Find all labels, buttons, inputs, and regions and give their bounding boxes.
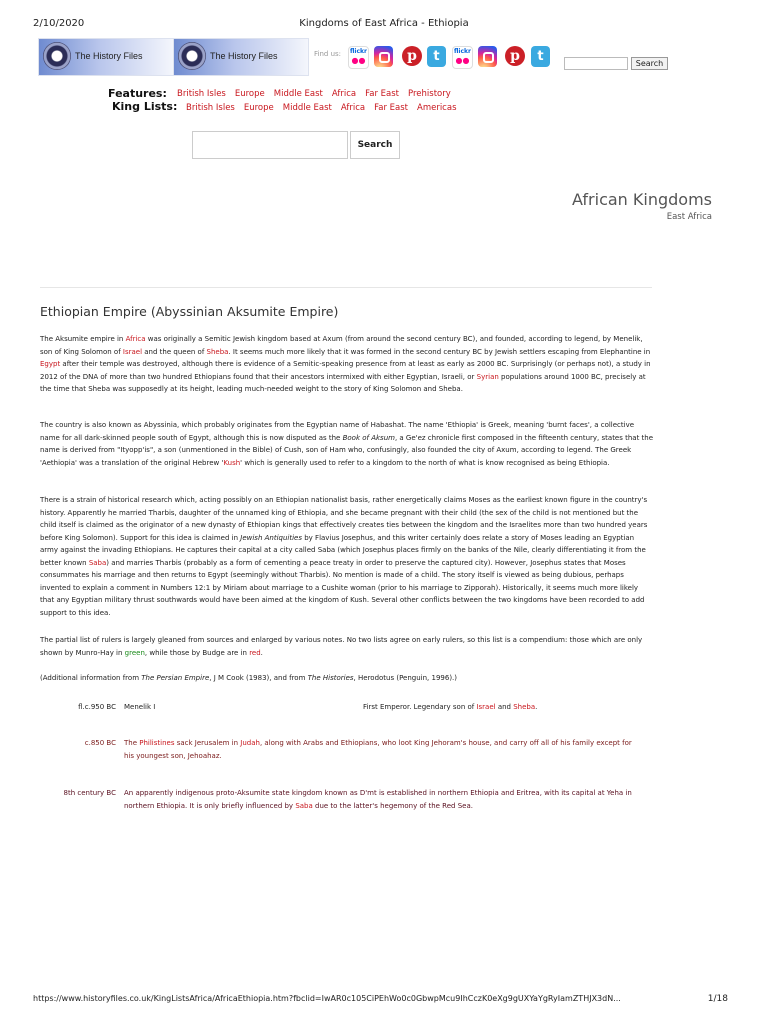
book-title: The Histories — [307, 674, 354, 682]
features-link-prehistory[interactable]: Prehistory — [408, 89, 451, 99]
find-us-label: Find us: — [314, 50, 342, 58]
features-link-middle-east[interactable]: Middle East — [273, 89, 323, 99]
features-link-far-east[interactable]: Far East — [365, 89, 399, 99]
features-link-europe[interactable]: Europe — [234, 89, 265, 99]
link-philistines[interactable]: Philistines — [139, 739, 175, 747]
site-search-button[interactable]: Search — [350, 131, 400, 159]
king-lists-nav — [186, 103, 466, 113]
book-title: The Persian Empire — [141, 674, 210, 682]
paragraph-intro — [40, 333, 654, 396]
ruler-note — [363, 701, 643, 714]
text: , along with Arabs and Ethiopians, who loot King Jehoram's house, and carry off all of his family except for his youngest son, Jehoahaz. — [124, 739, 632, 760]
twitter-icon[interactable]: t — [427, 46, 446, 67]
text: , while those by Budge are in — [144, 648, 250, 657]
link-kush[interactable]: Kush — [223, 458, 241, 467]
text: populations around 1000 BC, precisely at the time that Sheba was supposedly at its height, leading much-needed weight to the story of King Solomon and Sheba. — [40, 372, 646, 393]
pinterest-icon[interactable]: p — [402, 46, 422, 66]
article-title: Ethiopian Empire (Abyssinian Aksumite Empire) — [40, 304, 339, 319]
text: First Emperor. Legendary son of — [363, 703, 477, 711]
divider — [40, 287, 652, 288]
twitter-icon[interactable]: t — [531, 46, 550, 67]
paragraph-additional-info — [40, 672, 654, 685]
logo-text: The History Files — [210, 51, 278, 61]
region-subtitle[interactable]: East Africa — [666, 212, 712, 222]
site-search-input[interactable] — [192, 131, 348, 159]
kings-link-americas[interactable]: Americas — [417, 103, 457, 113]
paragraph-moses — [40, 494, 654, 619]
print-page-number: 1/18 — [707, 994, 728, 1004]
text: was originally a Semitic Jewish kingdom based at Axum (from around the second century BC), and founded, according to legend, by Menelik, son of King Solomon of — [40, 335, 643, 356]
text: . It seems much more likely that it was formed in the second century BC by Jewish settlers escaping from Elephantine in — [228, 347, 651, 356]
entry-date: 8th century BC — [63, 789, 116, 797]
eye-logo-icon — [178, 42, 206, 70]
event-text — [124, 787, 644, 812]
text: The — [124, 739, 140, 747]
text: An apparently indigenous proto-Aksumite state kingdom known as D'mt is established in northern Ethiopia and Eritrea, with its capital at Yeha in northern Ethiopia. It is only briefly influenced by — [124, 789, 632, 810]
text: due to the latter's hegemony of the Red Sea. — [312, 801, 473, 810]
text: ) and marries Tharbis (probably as a form of cementing a peace treaty in order to preserve the captured city). However, Josephus states that Moses consummates his marriage and then returns to Egypt (seemingly without Tharbis). No mention is made of a child. The story itself is viewed as being dubious, perhaps invented to explain a comment in Numbers 12:1 by Miriam about marriage to a Cushite woman (prior to his marriage to Zipporah). Historically, it seems much more likely that any Egyptian military thrust southwards would have been aimed at the kingdom of Kush. Several other conflicts between the two kingdoms have been recorded to add support to this idea. — [40, 558, 645, 617]
text: by Flavius Josephus, and this writer certainly does relate a story of Moses leading an Egyptian army against the invading Ethiopians. He captures their capital at a city called Saba (which Josephus places firmly on the banks of the Nile, clearly differentiating it from the better known — [40, 533, 646, 567]
text: The country is also known as Abyssinia, which probably originates from the Egyptian name of Habashat. The name 'Ethiopia' is Greek, meaning 'burnt faces', a collective name for all dark-skinned people south of Egypt, although this is now disputed as the — [40, 421, 635, 442]
flickr-icon[interactable]: flickr ●● — [348, 46, 369, 69]
flickr-label: flickr — [349, 48, 367, 55]
link-israel[interactable]: Israel — [476, 703, 496, 711]
flickr-icon[interactable]: flickr ●● — [452, 46, 473, 69]
header-search-button[interactable]: Search — [631, 57, 668, 70]
kings-link-europe[interactable]: Europe — [243, 103, 274, 113]
red-key: red — [249, 648, 261, 657]
link-syrian[interactable]: Syrian — [476, 372, 499, 381]
instagram-icon[interactable] — [374, 46, 393, 67]
features-nav — [177, 89, 460, 99]
link-sheba[interactable]: Sheba — [206, 347, 229, 356]
features-label: Features: — [108, 87, 167, 100]
book-title: Jewish Antiquities — [240, 533, 302, 542]
features-link-british-isles[interactable]: British Isles — [177, 89, 226, 99]
header-search-input[interactable] — [564, 57, 628, 70]
book-title: Book of Aksum — [342, 433, 395, 442]
site-logo-secondary[interactable] — [173, 38, 309, 76]
green-key: green — [124, 648, 145, 657]
event-text — [124, 737, 644, 762]
link-africa[interactable]: Africa — [125, 335, 146, 343]
site-logo[interactable] — [38, 38, 174, 76]
link-egypt[interactable]: Egypt — [40, 360, 61, 368]
kings-link-africa[interactable]: Africa — [340, 103, 366, 113]
link-judah[interactable]: Judah — [240, 739, 260, 747]
kings-link-far-east[interactable]: Far East — [374, 103, 408, 113]
paragraph-name-origin — [40, 419, 654, 469]
entry-date: fl.c.950 BC — [78, 703, 116, 711]
pinterest-icon[interactable]: p — [505, 46, 525, 66]
features-link-africa[interactable]: Africa — [331, 89, 357, 99]
flickr-label: flickr — [453, 48, 471, 55]
text: The Aksumite empire in — [40, 335, 126, 343]
text: and — [495, 703, 514, 711]
king-lists-label: King Lists: — [112, 100, 178, 113]
logo-text: The History Files — [75, 51, 143, 61]
text: and the queen of — [142, 347, 207, 356]
text: ' which is generally used to refer to a kingdom to the north of what is know recognised as being Ethiopia. — [240, 458, 610, 467]
eye-logo-icon — [43, 42, 71, 70]
text: . — [535, 703, 538, 711]
entry-date: c.850 BC — [84, 739, 116, 747]
region-title: African Kingdoms — [572, 190, 712, 209]
print-url: https://www.historyfiles.co.uk/KingListsAfrica/AfricaEthiopia.htm?fbclid=IwAR0c105CiPEhWo0c0GbwpMcu9IhCczK0eXg9gUXYaYgRyIamZTHJX3dN... — [33, 994, 621, 1003]
text: (Additional information from — [40, 674, 142, 682]
kings-link-middle-east[interactable]: Middle East — [282, 103, 332, 113]
print-date: 2/10/2020 — [33, 18, 85, 29]
kings-link-british-isles[interactable]: British Isles — [186, 103, 235, 113]
text: There is a strain of historical research which, acting possibly on an Ethiopian nationalist basis, rather energetically claims Moses as the earliest known figure in the country's history. Apparently he married Tharbis, daughter of the unnamed king of Ethiopia, and she became pregnant with their child (the sex of the child is not mentioned but the child itself is claimed as the originator of a new dynasty of Ethiopian kings that effectively creates ties between the kingdom and the Israelites more than two hundred years before King Solomon). Support for this idea is claimed in — [40, 496, 648, 542]
print-page-title: Kingdoms of East Africa - Ethiopia — [299, 18, 469, 29]
link-sheba[interactable]: Sheba — [513, 703, 536, 711]
text: sack Jerusalem in — [174, 739, 241, 747]
link-israel[interactable]: Israel — [122, 347, 143, 356]
link-saba[interactable]: Saba — [88, 558, 107, 567]
text: , Herodotus (Penguin, 1996).) — [353, 674, 458, 682]
text: The partial list of rulers is largely gleaned from sources and enlarged by various notes. No two lists agree on early rulers, so this list is a compendium: those which are only shown by Munro-Hay in — [40, 636, 643, 657]
text: , a Ge'ez chronicle first composed in the fifteenth century, states that the name is derived from "Ityopp'is", a son (unmentioned in the Bible) of Cush, son of Ham who, confusingly, also founded the city of Axum, according to legend. The Greek 'Aethiopia' was a translation of the original Hebrew ' — [40, 433, 654, 467]
paragraph-sources — [40, 634, 654, 659]
link-saba[interactable]: Saba — [295, 801, 313, 810]
text: after their temple was destroyed, although there is evidence of a Semitic-speaking presence from at least as early as 2000 BC. Surprisingly (or perhaps not), a study in 2012 of the DNA of more than two hundred Ethiopians found that their ancestors intermixed with either Egyptian, Israeli, or — [40, 360, 651, 381]
instagram-icon[interactable] — [478, 46, 497, 67]
text: , J M Cook (1983), and from — [209, 674, 308, 682]
text: . — [260, 648, 263, 657]
ruler-name: Menelik I — [124, 703, 156, 711]
